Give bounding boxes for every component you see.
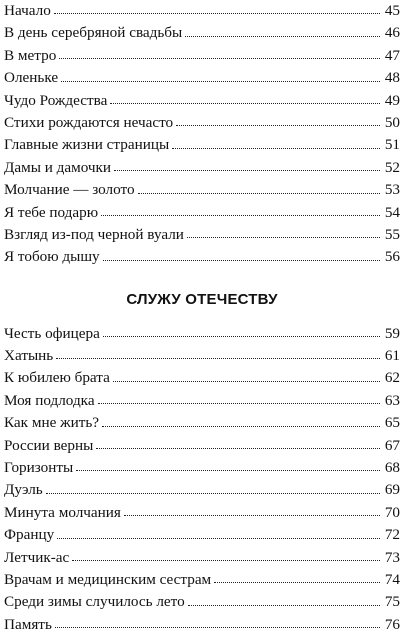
toc-entry-page: 74 <box>384 570 400 588</box>
toc-entry-title: Среди зимы случилось лето <box>4 593 185 611</box>
dot-leader <box>110 103 380 104</box>
toc-entry <box>4 134 400 156</box>
toc-entry-page: 72 <box>384 526 400 544</box>
toc-entry-title: К юбилею брата <box>4 369 110 387</box>
toc-entry-page: 46 <box>384 24 400 42</box>
toc-entry-page: 61 <box>384 347 400 365</box>
toc-entry-title: Летчик-ас <box>4 548 70 566</box>
dot-leader <box>114 170 380 171</box>
dot-leader <box>103 260 380 261</box>
toc-entry-page: 52 <box>384 158 400 176</box>
toc-entry-title: Молчание — золото <box>4 181 135 199</box>
dot-leader <box>54 13 380 14</box>
toc-entry <box>4 179 400 201</box>
toc-entry <box>4 224 400 246</box>
dot-leader <box>56 358 380 359</box>
toc-entry-title: Оленьке <box>4 69 59 87</box>
toc-entry-page: 54 <box>384 203 400 221</box>
toc-entry <box>4 502 400 524</box>
toc-entry-page: 45 <box>384 2 400 19</box>
toc-entry <box>4 0 400 22</box>
toc-entry-title: Горизонты <box>4 459 74 477</box>
dot-leader <box>102 426 380 427</box>
dot-leader <box>96 448 380 449</box>
toc-entry <box>4 479 400 501</box>
toc-entry-page: 62 <box>384 369 400 387</box>
toc-entry-title: Стихи рождаются нечасто <box>4 113 174 131</box>
toc-entry <box>4 390 400 412</box>
toc-entry-page: 56 <box>384 248 400 266</box>
toc-entry-page: 48 <box>384 69 400 87</box>
toc-entry-title: Врачам и медицинским сестрам <box>4 570 212 588</box>
toc-entry <box>4 412 400 434</box>
toc-entry <box>4 67 400 89</box>
toc-entry-page: 53 <box>384 181 400 199</box>
dot-leader <box>72 560 380 561</box>
toc-entry <box>4 112 400 134</box>
dot-leader <box>113 381 380 382</box>
toc-entry <box>4 435 400 457</box>
toc-entry <box>4 614 400 636</box>
toc-list-section <box>4 323 400 636</box>
toc-entry-title: Минута молчания <box>4 503 121 521</box>
toc-entry <box>4 591 400 613</box>
dot-leader <box>98 403 380 404</box>
toc-entry <box>4 90 400 112</box>
toc-entry-page: 73 <box>384 548 400 566</box>
dot-leader <box>55 627 380 628</box>
dot-leader <box>187 237 380 238</box>
dot-leader <box>185 36 380 37</box>
toc-entry-page: 50 <box>384 113 400 131</box>
toc-entry-page: 76 <box>384 615 400 633</box>
toc-entry <box>4 22 400 44</box>
toc-entry-page: 59 <box>384 324 400 342</box>
toc-entry-page: 49 <box>384 91 400 109</box>
toc-entry-page: 51 <box>384 136 400 154</box>
toc-entry <box>4 157 400 179</box>
toc-entry-title: Честь офицера <box>4 324 100 342</box>
toc-entry-page: 67 <box>384 436 400 454</box>
toc-entry-title: Память <box>4 615 52 633</box>
toc-entry-title: Взгляд из-под черной вуали <box>4 225 184 243</box>
dot-leader <box>101 215 380 216</box>
dot-leader <box>76 470 380 471</box>
toc-entry-page: 65 <box>384 414 400 432</box>
toc-entry <box>4 524 400 546</box>
toc-entry <box>4 246 400 268</box>
toc-entry-title: Главные жизни страницы <box>4 136 170 154</box>
toc-entry-title: Я тебе подарю <box>4 203 99 221</box>
toc-entry <box>4 569 400 591</box>
dot-leader <box>61 81 380 82</box>
toc-entry-title: Дуэль <box>4 481 43 499</box>
toc-entry-title: В метро <box>4 46 57 64</box>
toc-entry-page: 68 <box>384 459 400 477</box>
dot-leader <box>188 605 380 606</box>
dot-leader <box>103 336 380 337</box>
toc-entry-page: 75 <box>384 593 400 611</box>
toc-entry-title: Начало <box>4 2 51 19</box>
toc-entry <box>4 202 400 224</box>
toc-entry <box>4 45 400 67</box>
toc-entry <box>4 323 400 345</box>
toc-entry-page: 63 <box>384 391 400 409</box>
toc-entry <box>4 457 400 479</box>
toc-entry <box>4 367 400 389</box>
dot-leader <box>59 58 380 59</box>
toc-list-part1 <box>4 0 400 269</box>
toc-entry <box>4 345 400 367</box>
toc-entry-title: Моя подлодка <box>4 391 95 409</box>
toc-entry-page: 55 <box>384 225 400 243</box>
dot-leader <box>57 538 380 539</box>
toc-entry-title: Я тобою дышу <box>4 248 100 266</box>
dot-leader <box>172 148 380 149</box>
dot-leader <box>176 125 380 126</box>
toc-entry-title: В день серебряной свадьбы <box>4 24 183 42</box>
dot-leader <box>138 193 380 194</box>
section-heading: СЛУЖУ ОТЕЧЕСТВУ <box>126 290 278 308</box>
toc-entry-title: Дамы и дамочки <box>4 158 112 176</box>
toc-entry-title: Хатынь <box>4 347 54 365</box>
dot-leader <box>214 582 380 583</box>
toc-entry-title: Францу <box>4 526 55 544</box>
toc-entry-title: России верны <box>4 436 94 454</box>
toc-entry-page: 47 <box>384 46 400 64</box>
toc-entry-page: 69 <box>384 481 400 499</box>
dot-leader <box>46 493 380 494</box>
toc-entry-title: Чудо Рождества <box>4 91 108 109</box>
toc-entry-title: Как мне жить? <box>4 414 100 432</box>
dot-leader <box>124 515 380 516</box>
toc-entry-page: 70 <box>384 503 400 521</box>
